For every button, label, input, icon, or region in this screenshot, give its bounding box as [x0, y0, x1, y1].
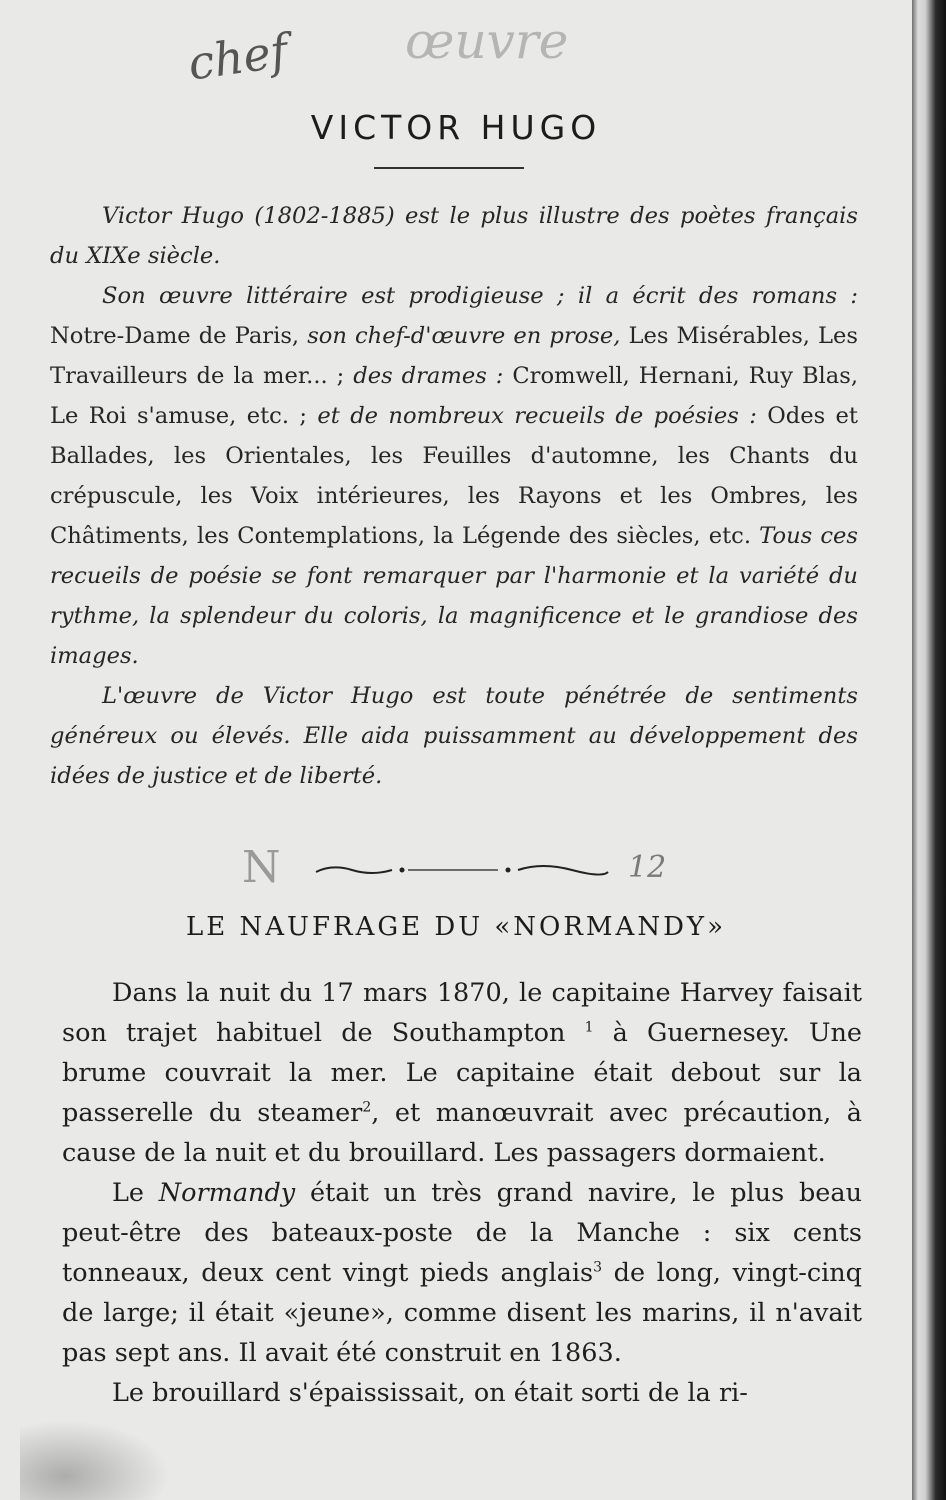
story-text: Le — [112, 1178, 145, 1208]
title-rule — [374, 167, 524, 169]
bio-text: son chef-d'œuvre en prose, — [307, 323, 621, 349]
story-paragraph-3: Le brouillard s'épaississait, on était sorti de la ri- — [112, 1378, 748, 1408]
handwritten-note-oeuvre: œuvre — [405, 12, 569, 70]
story-text: Dans la nuit du 17 mars 1870, le capitaine Harvey faisait son trajet habituel de Southampton — [62, 978, 862, 1048]
bio-text: des drames : — [353, 363, 504, 389]
bio-paragraph-1: Victor Hugo (1802-1885) est le plus illustre des poètes français du XIXe siècle. — [50, 203, 858, 269]
chapter-title: LE NAUFRAGE DU «NORMANDY» — [186, 912, 726, 942]
story-paragraph-2 — [62, 1173, 862, 1373]
footnote-marker: 1 — [584, 1019, 594, 1036]
page-stain — [20, 1420, 170, 1500]
bio-work-title: Odes et Ballades, les Orientales, les Feuilles d'automne, les Chants du crépuscule, les Voix intérieures, les Rayons et les Ombres, les Châtiments, les Contemplations, la Légende des siècles, etc. — [50, 403, 858, 549]
bio-work-title: Cromwell, Hernani, Ruy Blas, Le Roi s'amuse, etc. ; — [50, 363, 859, 429]
handwritten-mark-n: N — [242, 842, 281, 893]
page-edge — [912, 0, 946, 1500]
story-text: de long, vingt-cinq de large; il était «jeune», comme disent les marins, il n'avait pas sept ans. Il avait été construit en 1863. — [62, 1258, 863, 1368]
footnote-marker: 3 — [593, 1259, 603, 1276]
handwritten-note-chef: chef — [184, 23, 291, 91]
biography-section — [50, 196, 858, 796]
page-title: VICTOR HUGO — [310, 108, 602, 147]
bio-work-title: Notre-Dame de Paris, — [50, 323, 300, 349]
bio-paragraph-2 — [50, 276, 858, 676]
story-text: , et manœuvrait avec précaution, à cause de la nuit et du brouillard. Les passagers dormaient. — [62, 1098, 862, 1168]
footnote-marker: 2 — [362, 1099, 372, 1116]
story-paragraph-1 — [62, 973, 862, 1173]
story-section — [62, 973, 862, 1413]
story-text: était un très grand navire, le plus beau peut-être des bateaux-poste de la Manche : six cents tonneaux, deux cent vingt pieds anglais — [62, 1178, 862, 1288]
ornament-divider — [312, 858, 612, 882]
bio-work-title: Les Misérables, Les Travailleurs de la mer... ; — [50, 323, 859, 389]
bio-text: Son œuvre littéraire est prodigieuse ; il a écrit des romans : — [102, 283, 858, 309]
bio-text: Tous ces recueils de poésie se font remarquer par l'harmonie et la variété du rythme, la splendeur du coloris, la magnificence et le grandiose des images. — [50, 523, 858, 669]
handwritten-page-number: 12 — [628, 850, 667, 885]
story-text: à Guernesey. Une brume couvrait la mer. Le capitaine était debout sur la passerelle du steamer — [62, 1018, 863, 1128]
ship-name: Normandy — [158, 1178, 296, 1208]
bio-text: et de nombreux recueils de poésies : — [317, 403, 757, 429]
bio-paragraph-3: L'œuvre de Victor Hugo est toute pénétrée de sentiments généreux ou élevés. Elle aida puissamment au développement des idées de justice et de liberté. — [50, 683, 858, 789]
